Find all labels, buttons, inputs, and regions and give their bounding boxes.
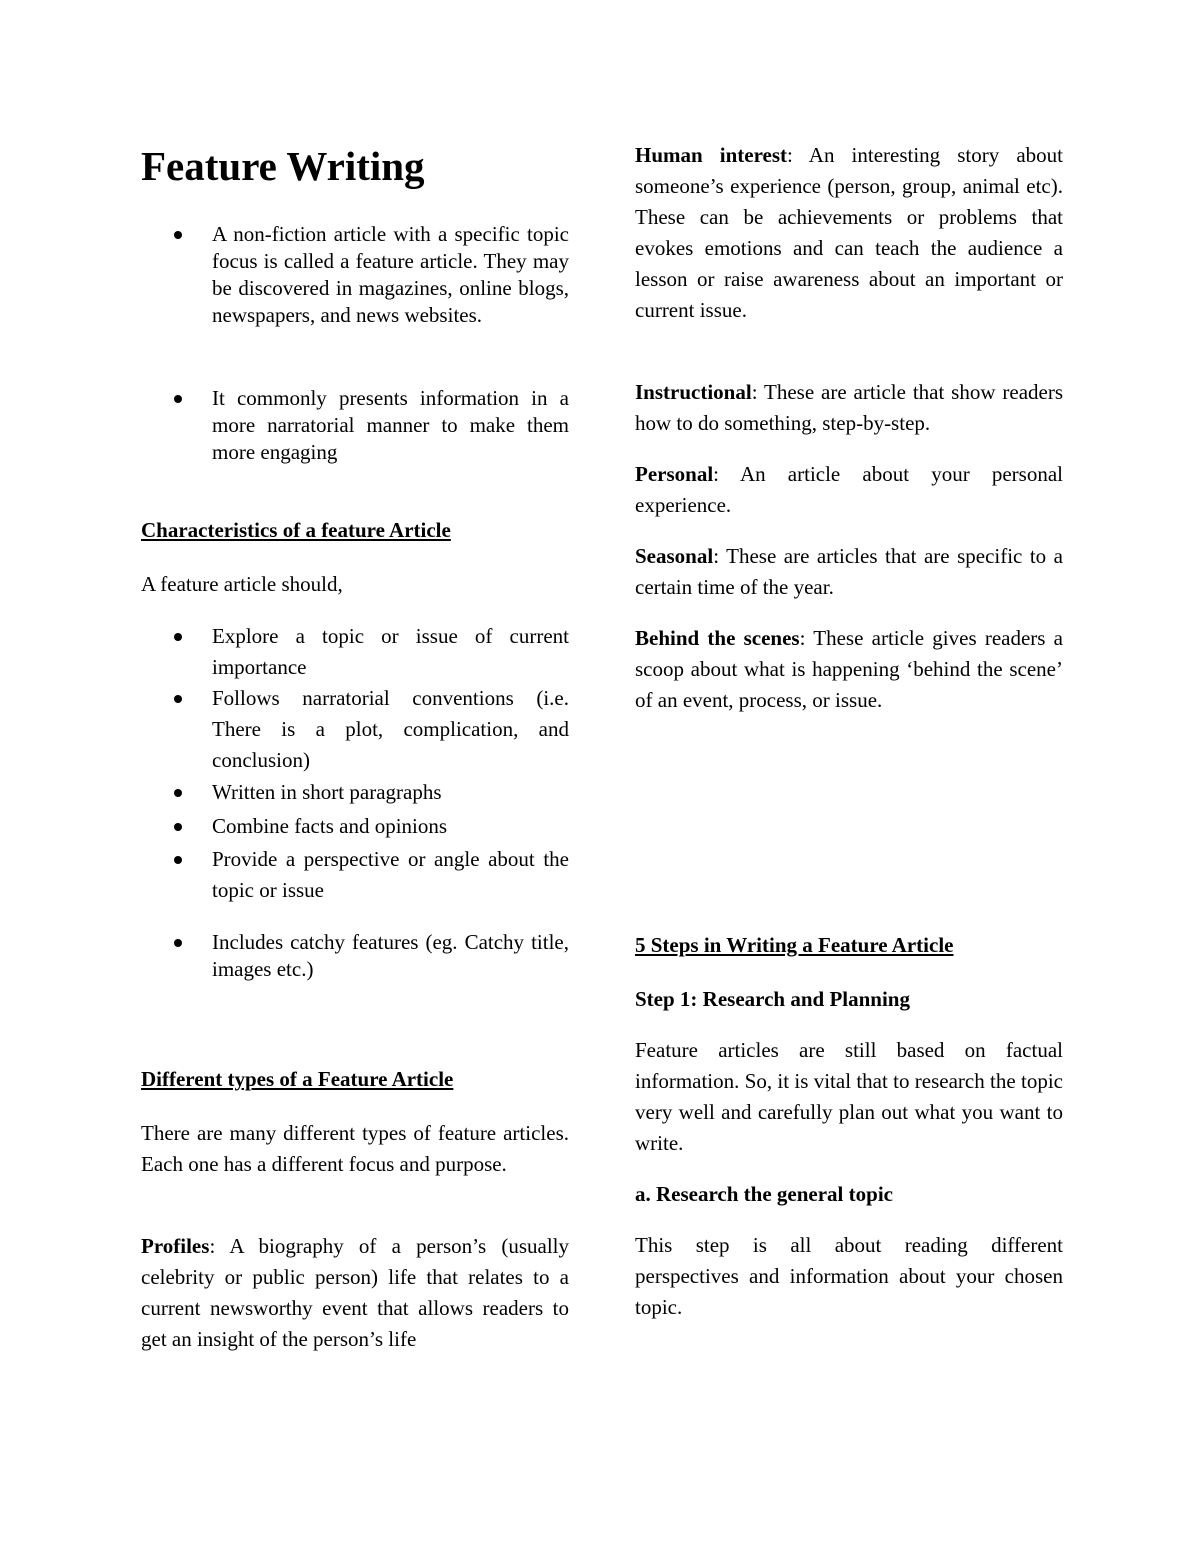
sub-a-title: a. Research the general topic bbox=[635, 1182, 893, 1206]
characteristics-lead: A feature article should, bbox=[141, 572, 343, 596]
step1-text: Feature articles are still based on factual information. So, it is vital that to research the topic very well and carefully plan out what you want to write. bbox=[635, 1038, 1063, 1155]
list-item: Combine facts and opinions bbox=[141, 811, 569, 842]
types-heading: Different types of a Feature Article bbox=[141, 1067, 454, 1091]
bullet-icon bbox=[174, 695, 182, 703]
steps-heading: 5 Steps in Writing a Feature Article bbox=[635, 933, 954, 957]
sub-a-text: This step is all about reading different perspectives and information about your chosen topic. bbox=[635, 1233, 1063, 1319]
bullet-icon bbox=[174, 939, 182, 947]
intro-bullet-list bbox=[141, 221, 569, 329]
instructional-paragraph: Instructional: These are article that show readers how to do something, step-by-step. bbox=[635, 380, 1063, 435]
list-item: Written in short paragraphs bbox=[141, 777, 569, 808]
characteristics-list-2 bbox=[141, 929, 569, 983]
characteristics-list bbox=[141, 621, 569, 906]
bullet-icon bbox=[174, 823, 182, 831]
behind-the-scenes-paragraph: Behind the scenes: These article gives readers a scoop about what is happening ‘behind the scene’ of an event, process, or issue. bbox=[635, 626, 1063, 712]
human-interest-paragraph: Human interest: An interesting story about someone’s experience (person, group, animal etc). These can be achievements or problems that evokes emotions and can teach the audience a lesson or raise awareness about an important or current issue. bbox=[635, 143, 1063, 322]
list-item: Explore a topic or issue of current importance bbox=[141, 621, 569, 683]
profiles-term: Profiles bbox=[141, 1234, 210, 1258]
types-intro: There are many different types of feature articles. Each one has a different focus and purpose. bbox=[141, 1121, 569, 1176]
bullet-icon bbox=[174, 856, 182, 864]
bullet-icon bbox=[174, 395, 182, 403]
list-item: Provide a perspective or angle about the topic or issue bbox=[141, 844, 569, 906]
list-item: A non-fiction article with a specific topic focus is called a feature article. They may be discovered in magazines, online blogs, newspapers, and news websites. bbox=[141, 221, 569, 329]
bullet-icon bbox=[174, 789, 182, 797]
list-item: Includes catchy features (eg. Catchy title, images etc.) bbox=[141, 929, 569, 983]
step1-title: Step 1: Research and Planning bbox=[635, 987, 910, 1011]
list-item: Follows narratorial conventions (i.e. There is a plot, complication, and conclusion) bbox=[141, 683, 569, 776]
characteristics-heading: Characteristics of a feature Article bbox=[141, 518, 451, 542]
profiles-paragraph: Profiles: A biography of a person’s (usually celebrity or public person) life that relates to a current newsworthy event that allows readers to get an insight of the person’s life bbox=[141, 1234, 569, 1351]
bullet-icon bbox=[174, 231, 182, 239]
bullet-icon bbox=[174, 633, 182, 641]
personal-paragraph: Personal: An article about your personal experience. bbox=[635, 462, 1063, 517]
intro-bullet-list-2 bbox=[141, 385, 569, 466]
seasonal-paragraph: Seasonal: These are articles that are specific to a certain time of the year. bbox=[635, 544, 1063, 599]
list-item: It commonly presents information in a more narratorial manner to make them more engaging bbox=[141, 385, 569, 466]
page-title: Feature Writing bbox=[141, 143, 425, 189]
